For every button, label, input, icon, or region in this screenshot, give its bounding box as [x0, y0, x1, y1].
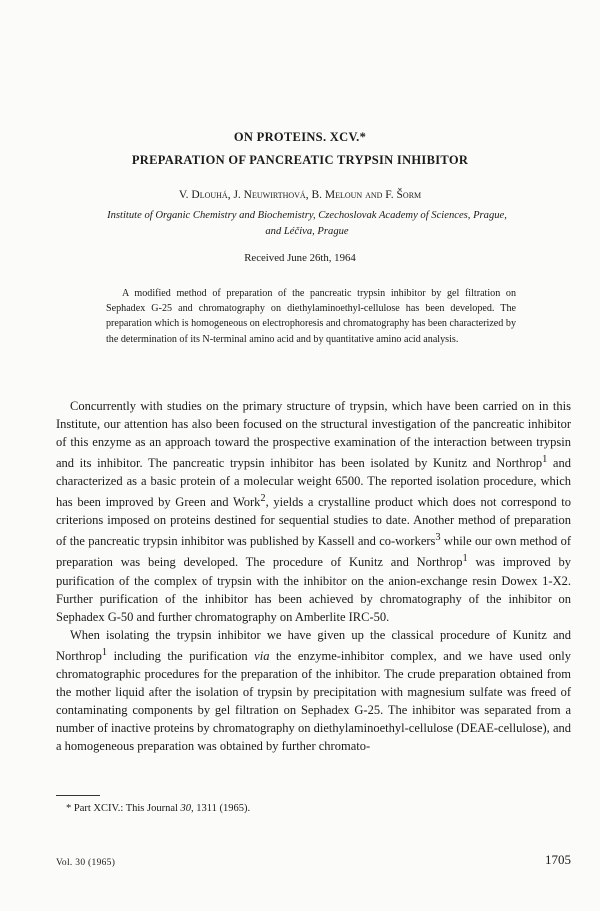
- p1-text-e: was improved by purification of the complex of trypsin with the inhibitor on the anion-exchange resin Dowex 1-X2. Further purification of the inhibitor has been achieved by chromatography of the inhibitor on Sephadex G-50 and further chromatography on Amberlite IRC-50.: [56, 555, 571, 624]
- affiliation-line-2: and Léčiva, Prague: [265, 226, 349, 237]
- affiliation: [62, 208, 552, 240]
- journal-volume: Vol. 30 (1965): [56, 858, 116, 868]
- authors: V. Dlouhá, J. Neuwirthová, B. Meloun and F. Šorm: [178, 189, 422, 201]
- p2-text-b: including the purification: [107, 648, 255, 663]
- p2-text-a: When isolating the trypsin inhibitor we have given up the classical procedure of Kunitz and Northrop: [56, 627, 571, 663]
- page-number: 1705: [545, 852, 571, 867]
- footnote-volume: 30: [180, 803, 192, 814]
- p2-text-c: the enzyme-inhibitor complex, and we have used only chromatographic procedures for the preparation of the inhibitor. The crude preparation obtained from the mother liquid after the isolation of trypsin by precipitation with magnesium sulfate was freed of contaminating components by gel filtration on Sephadex G-25. The inhibitor was separated from a number of inactive proteins by chromatography on diethylaminoethyl-cellulose (DEAE-cellulose), and a homogeneous preparation was obtained by further chromato-: [56, 648, 571, 753]
- p1-text-c: , yields a crystalline product which does not correspond to criterions imposed on proteins destined for sequential studies to date. Another method of preparation of the pancreatic trypsin inhibitor was published by Kassell and co-workers: [56, 495, 571, 549]
- body-text: [56, 397, 571, 755]
- affiliation-line-1: Institute of Organic Chemistry and Biochemistry, Czechoslovak Academy of Sciences, Prague,: [107, 210, 507, 221]
- title-line-2: PREPARATION OF PANCREATIC TRYPSIN INHIBITOR: [131, 153, 469, 167]
- received-date: Received June 26th, 1964: [244, 252, 356, 264]
- reference-1c: 1: [101, 646, 108, 658]
- reference-1b: 1: [462, 553, 468, 565]
- reference-2: 2: [260, 493, 266, 505]
- footnote: [66, 803, 546, 814]
- p1-text-a: Concurrently with studies on the primary structure of trypsin, which have been carried on in this Institute, our attention has also been focused on the structural investigation of the pancreatic inhibitor of this enzyme as an approach toward the prospective examination of the interaction between trypsin and its inhibitor. The pancreatic trypsin inhibitor has been isolated by Kunitz and Northrop: [56, 399, 571, 471]
- abstract: A modified method of preparation of the pancreatic trypsin inhibitor by gel filtration on Sephadex G-25 and chromatography on diethylaminoethyl-cellulose has been developed. The preparation which is homogeneous on electrophoresis and chromatography has been characterized by the determination of its N-terminal amino acid and by quantitative amino acid analysis.: [106, 288, 516, 345]
- paragraph-1: [56, 397, 571, 626]
- reference-1: 1: [542, 454, 548, 465]
- footnote-text-b: , 1311 (1965).: [191, 803, 251, 814]
- paragraph-2: [56, 626, 571, 755]
- p2-via: via: [254, 648, 270, 663]
- title-line-1: ON PROTEINS. XCV.*: [233, 130, 367, 144]
- p1-text-d: while our own method of preparation was being developed. The procedure of Kunitz and Northrop: [56, 534, 571, 570]
- reference-3: 3: [435, 532, 441, 544]
- footnote-text-a: * Part XCIV.: This Journal: [66, 803, 181, 814]
- footnote-rule: [56, 795, 100, 796]
- p1-text-b: and characterized as a basic protein of a molecular weight 6500. The reported isolation procedure, which has been improved by Green and Work: [56, 456, 571, 510]
